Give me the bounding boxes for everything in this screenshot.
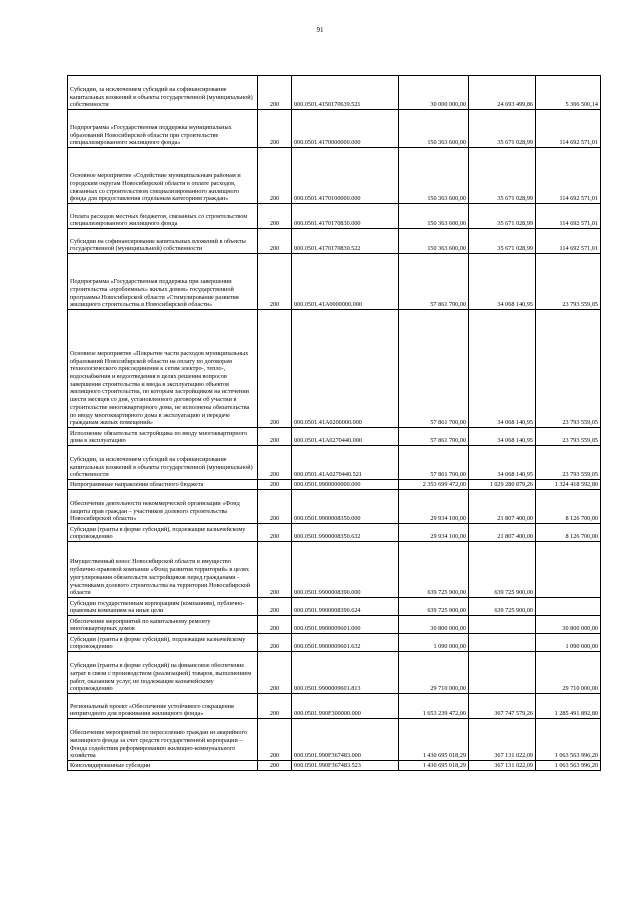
row-amount-remainder-cell: 30 800 000,00 xyxy=(536,616,601,634)
row-code-cell: 200 xyxy=(258,229,292,254)
table-row xyxy=(68,76,601,110)
row-amount-executed-cell: 21 807 400,00 xyxy=(469,490,536,524)
row-amount-plan-cell: 150 363 600,00 xyxy=(399,229,469,254)
table-row xyxy=(68,110,601,148)
row-csr-cell: 000.0501.41А0270440.000 xyxy=(292,428,399,446)
row-code-cell: 200 xyxy=(258,719,292,761)
table-row xyxy=(68,204,601,229)
row-amount-executed-cell: 35 671 028,99 xyxy=(469,204,536,229)
row-amount-remainder-cell: 114 692 571,01 xyxy=(536,204,601,229)
row-amount-plan-cell: 639 725 900,00 xyxy=(399,542,469,598)
row-code-cell: 200 xyxy=(258,76,292,110)
row-csr-cell: 000.0501.990F367483.000 xyxy=(292,719,399,761)
row-amount-plan-cell: 30 800 000,00 xyxy=(399,616,469,634)
row-csr-cell: 000.0501.990F300000.000 xyxy=(292,694,399,719)
row-amount-plan-cell: 2 353 699 472,00 xyxy=(399,480,469,490)
row-csr-cell: 000.0501.990F367483.523 xyxy=(292,761,399,771)
row-amount-plan-cell: 57 861 700,00 xyxy=(399,446,469,480)
row-amount-remainder-cell xyxy=(536,542,601,598)
row-csr-cell: 000.0501.9900009601.000 xyxy=(292,616,399,634)
row-csr-cell: 000.0501.9900009601.813 xyxy=(292,652,399,694)
table-row xyxy=(68,310,601,428)
row-code-cell: 200 xyxy=(258,524,292,542)
row-amount-executed-cell: 639 725 900,00 xyxy=(469,598,536,616)
row-code-cell: 200 xyxy=(258,694,292,719)
table-row xyxy=(68,634,601,652)
row-csr-cell: 000.0501.4170170830.000 xyxy=(292,204,399,229)
row-amount-plan-cell: 150 363 600,00 xyxy=(399,204,469,229)
table-row xyxy=(68,598,601,616)
row-name-cell: Субсидии (гранты в форме субсидий) на финансовое обеспечение затрат в связи с производством (реализацией) товаров, выполнением работ, оказанием услуг, не подлежащие казначейскому сопровождению xyxy=(68,652,258,694)
table-row xyxy=(68,542,601,598)
row-code-cell: 200 xyxy=(258,480,292,490)
row-csr-cell: 000.0501.9900008350.632 xyxy=(292,524,399,542)
row-amount-plan-cell: 29 934 100,00 xyxy=(399,524,469,542)
row-amount-remainder-cell: 8 126 700,00 xyxy=(536,490,601,524)
row-amount-plan-cell: 29 710 000,00 xyxy=(399,652,469,694)
row-amount-remainder-cell: 114 692 571,01 xyxy=(536,229,601,254)
row-name-cell: Субсидии (гранты в форме субсидий), подлежащие казначейскому сопровождению xyxy=(68,524,258,542)
row-amount-remainder-cell: 1 090 000,00 xyxy=(536,634,601,652)
row-amount-remainder-cell: 8 126 700,00 xyxy=(536,524,601,542)
row-amount-executed-cell: 367 131 022,09 xyxy=(469,719,536,761)
budget-table-body xyxy=(68,76,601,771)
row-amount-executed-cell: 1 029 280 879,26 xyxy=(469,480,536,490)
row-name-cell: Обеспечение мероприятий по переселению граждан из аварийного жилищного фонда за счет средств государственной корпорации – Фонда содействия реформированию жилищно-коммунального хозяйства xyxy=(68,719,258,761)
row-name-cell: Субсидии (гранты в форме субсидий), подлежащие казначейскому сопровождению xyxy=(68,634,258,652)
row-amount-plan-cell: 57 861 700,00 xyxy=(399,254,469,310)
row-csr-cell: 000.0501.4150170639.521 xyxy=(292,76,399,110)
table-row xyxy=(68,254,601,310)
row-amount-remainder-cell: 23 793 559,05 xyxy=(536,446,601,480)
row-amount-remainder-cell: 114 692 571,01 xyxy=(536,110,601,148)
row-code-cell: 200 xyxy=(258,110,292,148)
table-row xyxy=(68,694,601,719)
row-amount-plan-cell: 1 090 000,00 xyxy=(399,634,469,652)
row-code-cell: 200 xyxy=(258,542,292,598)
row-csr-cell: 000.0501.41А0270440.521 xyxy=(292,446,399,480)
row-name-cell: Субсидии, за исключением субсидий на софинансирование капитальных вложений в объекты государственной (муниципальной) собственности xyxy=(68,76,258,110)
row-csr-cell: 000.0501.41А0200000.000 xyxy=(292,310,399,428)
row-amount-executed-cell: 24 693 499,86 xyxy=(469,76,536,110)
row-code-cell: 200 xyxy=(258,148,292,204)
row-code-cell: 200 xyxy=(258,761,292,771)
row-csr-cell: 000.0501.4170000000.000 xyxy=(292,110,399,148)
row-name-cell: Подпрограмма «Государственная поддержка муниципальных образований Новосибирской области при строительстве специализированного жилищного фонда» xyxy=(68,110,258,148)
row-amount-remainder-cell: 1 285 491 892,80 xyxy=(536,694,601,719)
row-amount-plan-cell: 1 430 695 018,29 xyxy=(399,719,469,761)
row-amount-remainder-cell: 1 063 563 996,20 xyxy=(536,761,601,771)
row-name-cell: Оплата расходов местных бюджетов, связанных со строительством специализированного жилищного фонда xyxy=(68,204,258,229)
table-row xyxy=(68,524,601,542)
row-name-cell: Основное мероприятие «Покрытие части расходов муниципальных образований Новосибирской области на оплату по договорам технологического присоединения к сетям электро-, тепло-, водоснабжения и водоотведения в целях решения вопросов завершения строительства и ввода в эксплуатацию объектов жилищного строительства, по которым застройщиком на истечении шести месяцев со дня, установленного договором об участии в строительстве многоквартирного дома, не исполнены обязательства по вводу многоквартирного дома в эксплуатацию и передаче гражданам жилых помещений» xyxy=(68,310,258,428)
row-csr-cell: 000.0501.9900009601.632 xyxy=(292,634,399,652)
row-code-cell: 200 xyxy=(258,616,292,634)
row-amount-plan-cell: 150 363 600,00 xyxy=(399,110,469,148)
row-name-cell: Подпрограмма «Государственная поддержка при завершении строительства «проблемных» жилых домов» государственной программы Новосибирской области «Стимулирование развития жилищного строительства в Новосибирской области» xyxy=(68,254,258,310)
row-csr-cell: 000.0501.4170100000.000 xyxy=(292,148,399,204)
table-row xyxy=(68,480,601,490)
row-amount-remainder-cell: 23 793 559,05 xyxy=(536,254,601,310)
row-amount-executed-cell: 35 671 028,99 xyxy=(469,229,536,254)
row-name-cell: Обеспечение деятельности некоммерческой организации «Фонд защиты прав граждан – участников долевого строительства Новосибирской области» xyxy=(68,490,258,524)
row-amount-remainder-cell: 23 793 559,05 xyxy=(536,310,601,428)
budget-table xyxy=(67,75,601,771)
row-code-cell: 200 xyxy=(258,598,292,616)
row-csr-cell: 000.0501.4170170830.522 xyxy=(292,229,399,254)
row-amount-executed-cell: 34 068 140,95 xyxy=(469,428,536,446)
row-amount-plan-cell: 30 000 000,00 xyxy=(399,76,469,110)
row-amount-executed-cell: 34 068 140,95 xyxy=(469,446,536,480)
row-name-cell: Основное мероприятие «Содействие муниципальным районам и городским округам Новосибирской области в оплате расходов, связанных со строительством специализированного жилищного фонда для предоставления отдельным категориям граждан» xyxy=(68,148,258,204)
table-row xyxy=(68,428,601,446)
row-csr-cell: 000.0501.9900008390.624 xyxy=(292,598,399,616)
row-amount-plan-cell: 150 363 600,00 xyxy=(399,148,469,204)
table-row xyxy=(68,761,601,771)
row-amount-remainder-cell: 1 063 563 996,20 xyxy=(536,719,601,761)
row-amount-executed-cell: 367 131 022,09 xyxy=(469,761,536,771)
row-csr-cell: 000.0501.9900008350.000 xyxy=(292,490,399,524)
row-amount-remainder-cell: 29 710 000,00 xyxy=(536,652,601,694)
row-amount-executed-cell xyxy=(469,652,536,694)
row-csr-cell: 000.0501.9900008390.000 xyxy=(292,542,399,598)
row-name-cell: Обеспечение мероприятий по капитальному ремонту многоквартирных домов xyxy=(68,616,258,634)
row-code-cell: 200 xyxy=(258,310,292,428)
row-amount-executed-cell: 21 807 400,00 xyxy=(469,524,536,542)
row-code-cell: 200 xyxy=(258,634,292,652)
row-amount-remainder-cell: 1 324 418 592,80 xyxy=(536,480,601,490)
table-row xyxy=(68,446,601,480)
row-name-cell: Региональный проект «Обеспечение устойчивого сокращения непригодного для проживания жилищного фонда» xyxy=(68,694,258,719)
row-amount-executed-cell xyxy=(469,634,536,652)
row-amount-plan-cell: 639 725 900,00 xyxy=(399,598,469,616)
row-amount-executed-cell: 639 725 900,00 xyxy=(469,542,536,598)
row-code-cell: 200 xyxy=(258,490,292,524)
table-row xyxy=(68,719,601,761)
row-amount-remainder-cell xyxy=(536,598,601,616)
row-amount-executed-cell: 34 068 140,95 xyxy=(469,310,536,428)
row-csr-cell: 000.0501.9900000000.000 xyxy=(292,480,399,490)
page-number: 91 xyxy=(316,26,324,34)
row-amount-executed-cell: 35 671 028,99 xyxy=(469,148,536,204)
row-name-cell: Субсидии, за исключением субсидий на софинансирование капитальных вложений в объекты государственной (муниципальной) собственности xyxy=(68,446,258,480)
row-csr-cell: 000.0501.41А0000000.000 xyxy=(292,254,399,310)
row-amount-executed-cell xyxy=(469,616,536,634)
table-row xyxy=(68,490,601,524)
row-name-cell: Консолидированные субсидии xyxy=(68,761,258,771)
row-code-cell: 200 xyxy=(258,254,292,310)
row-amount-executed-cell: 367 747 579,26 xyxy=(469,694,536,719)
row-code-cell: 200 xyxy=(258,204,292,229)
row-amount-executed-cell: 34 068 140,95 xyxy=(469,254,536,310)
row-amount-plan-cell: 1 430 695 018,29 xyxy=(399,761,469,771)
table-row xyxy=(68,652,601,694)
table-row xyxy=(68,148,601,204)
row-amount-remainder-cell: 114 692 571,01 xyxy=(536,148,601,204)
row-code-cell: 200 xyxy=(258,652,292,694)
row-amount-plan-cell: 57 861 700,00 xyxy=(399,310,469,428)
row-amount-executed-cell: 35 671 028,99 xyxy=(469,110,536,148)
row-amount-plan-cell: 1 653 239 472,00 xyxy=(399,694,469,719)
table-row xyxy=(68,229,601,254)
row-name-cell: Непрограммные направления областного бюджета xyxy=(68,480,258,490)
row-name-cell: Имущественный взнос Новосибирской области в имущество публично-правовой компании «Фонд развития территорий» в целях урегулирования обязательств застройщиков перед гражданами - участниками долевого строительства на территории Новосибирской области xyxy=(68,542,258,598)
row-code-cell: 200 xyxy=(258,446,292,480)
row-name-cell: Субсидии на софинансирование капитальных вложений в объекты государственной (муниципальной) собственности xyxy=(68,229,258,254)
row-name-cell: Исполнение обязательств застройщика по вводу многоквартирного дома в эксплуатацию xyxy=(68,428,258,446)
row-amount-remainder-cell: 23 793 559,05 xyxy=(536,428,601,446)
row-code-cell: 200 xyxy=(258,428,292,446)
row-amount-remainder-cell: 5 306 500,14 xyxy=(536,76,601,110)
row-amount-plan-cell: 57 861 700,00 xyxy=(399,428,469,446)
row-amount-plan-cell: 29 934 100,00 xyxy=(399,490,469,524)
row-name-cell: Субсидии государственным корпорациям (компаниям), публично-правовым компаниям на иные цели xyxy=(68,598,258,616)
table-row xyxy=(68,616,601,634)
